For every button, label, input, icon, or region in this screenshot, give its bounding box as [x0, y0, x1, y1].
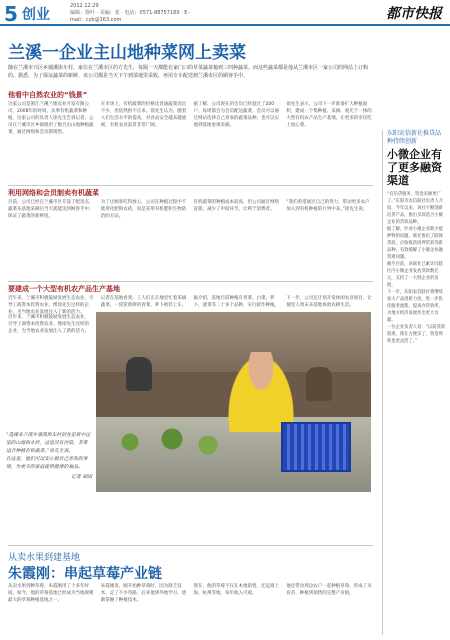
article-column: “我们希望通过自己的努力，带动更多农户加入到有机种植的行列中来。”徐先生说。 — [286, 200, 370, 212]
main-lead: 随在兰溪市兴区乡墙溪街车村，家住在兰溪市区的方先生，每隔一天都能在家门口的草菜蔬菜葡到三四种蔬菜。而这些蔬菜都是他从兰溪市区一家公司的网站上订购的。据悉，为了保证蔬菜的新鲜，该公司都是当天下午到菜地里采收，再用专车配送到兰溪市区的顾客手中。 — [8, 65, 369, 79]
article-column: 近年来，兰溪市积极鼓励发展生态农业，引导工商资本投资农业。像徐先生这样的企业，为当地农业发展注入了新的活力。 — [8, 296, 94, 315]
article-column: 这家公司是浙江兰溪兰地农业开发有限公司，2008年的时间，从事有机蔬菜和种植，这家公司的负责人徐先生告诉记者，公司在兰溪市区乡镇租用了数百亩山地种植蔬菜，通过网络和会员制销售。 — [8, 102, 94, 135]
article-column: 近年来，兰溪市积极鼓励发展生态农业，引导工商资本投资农业。像徐先生这样的企业，为当地农业发展注入了新的活力。 — [8, 315, 89, 334]
bottom-columns — [8, 583, 373, 635]
main-columns-3 — [8, 295, 373, 315]
right-headline: 小微企业有了更多融资渠道 — [387, 148, 442, 187]
news-photo — [96, 312, 371, 492]
right-column — [382, 130, 446, 635]
article-column: 为了让顾客吃得放心，公司在种植过程中不使用化肥和农药，而是采用有机肥和生物防治的方法。 — [100, 200, 187, 219]
article-column: 现在，他的草莓不仅在本地销售，还远销上海、杭州等地，每年收入可观。 — [193, 584, 279, 596]
photo-figure — [306, 367, 332, 401]
editor-line: 编辑：徐叶 · 美编：张 · 电话：0571-88757189 · E-mail：cyb@163.com — [70, 10, 190, 23]
paper-name: 都市快报 — [386, 6, 442, 22]
right-paragraph: “有信贷服务，资金来源更广了。”东阳市农信联社负责人介绍，今年以来，该社不断创新信贷产品，推出多款适合小微企业的贷款品种。 — [387, 192, 443, 225]
issue-date: 2012.12.29 — [70, 3, 99, 9]
masthead-info — [70, 3, 200, 24]
divider — [8, 545, 373, 546]
left-text-column — [8, 314, 92, 426]
article-column: 记者在基地看到，工人们正在地里忙着采摘蔬菜，一筐筐新鲜的青菜、萝卜被装上车。 — [100, 296, 187, 308]
photo-worker — [226, 352, 296, 432]
article-column: 目前，公司已经在兰溪市区开设了配送点，蔬菜从基地采摘后当天就能送到顾客手中，保证了蔬菜的新鲜度。 — [8, 200, 94, 219]
quote-author: 记者 胡国 — [71, 475, 92, 480]
main-columns-1 — [8, 101, 373, 183]
article-column: 徐先生表示，公司下一步准备扩大种植面积，建成一个集种植、采摘、观光于一体的大型有机农产品生产基地，让更多的市民吃上放心菜。 — [286, 102, 372, 128]
section-name: 创业 — [22, 7, 50, 23]
page-number: 5 — [4, 2, 18, 26]
right-paragraph: 一位企业负责人说：“以前贷款很难，现在方便多了，资金周转也更灵活了。” — [387, 325, 446, 344]
article-column: 据了解，公司现在的会员已经超过了200户，每周都会为会员配送蔬菜。会员可以通过网站选择自己喜欢的蔬菜品种，也可以实地到基地参观采摘。 — [193, 102, 279, 128]
article-column: 朱霞刚说，刚开始种草莓时，因为缺乏技术，走了不少弯路。后来他到外地学习，逐渐掌握了种植技术。 — [100, 584, 187, 603]
subhead-3: 要建成一个大型有机农产品生产基地 — [8, 285, 120, 293]
subhead-1: 他看中自然农业的“钱景” — [8, 91, 88, 99]
photo-blue-crate — [281, 422, 351, 472]
right-body — [387, 191, 446, 601]
right-paragraph: 下一步，东阳农信联社将继续加大产品创新力度，进一步优化服务流程，提高办贷效率，为地方经济发展作出更大贡献。 — [387, 290, 443, 323]
right-kicker: 东阳农信新社推贷品种持续创新 — [387, 130, 442, 145]
right-paragraph: 截至目前，该联社已累计向辖区内小微企业发放贷款数亿元，支持了一大批企业的发展。 — [387, 262, 443, 288]
article-column: 他还带动周边农户一起种植草莓，形成了从育苗、种植到销售的完整产业链。 — [286, 584, 372, 596]
bottom-kicker: 从卖水果到建基地 — [8, 553, 81, 563]
masthead — [0, 0, 450, 26]
divider — [8, 185, 373, 186]
right-paragraph: 据了解，针对小微企业缺少抵押物的问题，联社推出了联保贷款、应收账款质押贷款等新品种，有效缓解了小微企业融资难问题。 — [387, 227, 443, 260]
main-headline: 兰溪一企业主山地种菜网上卖菜 — [8, 43, 246, 63]
article-column: 下一步，公司还计划开发休闲农业项目，让城里人周末来基地体验农耕生活。 — [286, 296, 372, 308]
quote-line: 在这里，他们可以安心做自己喜欢的事情，为更多的家庭提供健康的食品。 — [6, 457, 88, 470]
main-columns-2 — [8, 199, 373, 279]
article-column: 从卖水果到种草莓，朱霞刚用了十多年时间。如今，他的草莓基地已经成为当地规模最大的草莓种植基地之一。 — [8, 584, 94, 603]
quote-line: “选择来兰溪乡墙溪街车村创业是看中这里的山地和水质，这里没有污染，非常适合种植有机蔬菜。”徐先生说。 — [6, 433, 91, 454]
article-column: 据介绍，基地目前种植有青菜、白菜、萝卜、菠菜等二十多个品种，实行轮作种植。 — [193, 296, 279, 308]
subhead-2: 利用网络和会员制卖有机蔬菜 — [8, 189, 99, 197]
photo-figure — [126, 357, 152, 391]
photo-vegetables — [106, 427, 226, 457]
bottom-headline: 朱霞刚：串起草莓产业链 — [8, 566, 162, 582]
article-column: 有机蔬菜的种植成本较高，但公司通过网络直销，减少了中间环节，让利于消费者。 — [193, 200, 279, 212]
pull-quote — [6, 432, 92, 540]
article-column: 在市场上，有机蔬菜的价格比普通蔬菜高出不少，但依然供不应求。徐先生认为，随着人们生活水平的提高，对食品安全越来越重视，有机农业前景非常广阔。 — [100, 102, 187, 128]
divider — [8, 281, 373, 282]
